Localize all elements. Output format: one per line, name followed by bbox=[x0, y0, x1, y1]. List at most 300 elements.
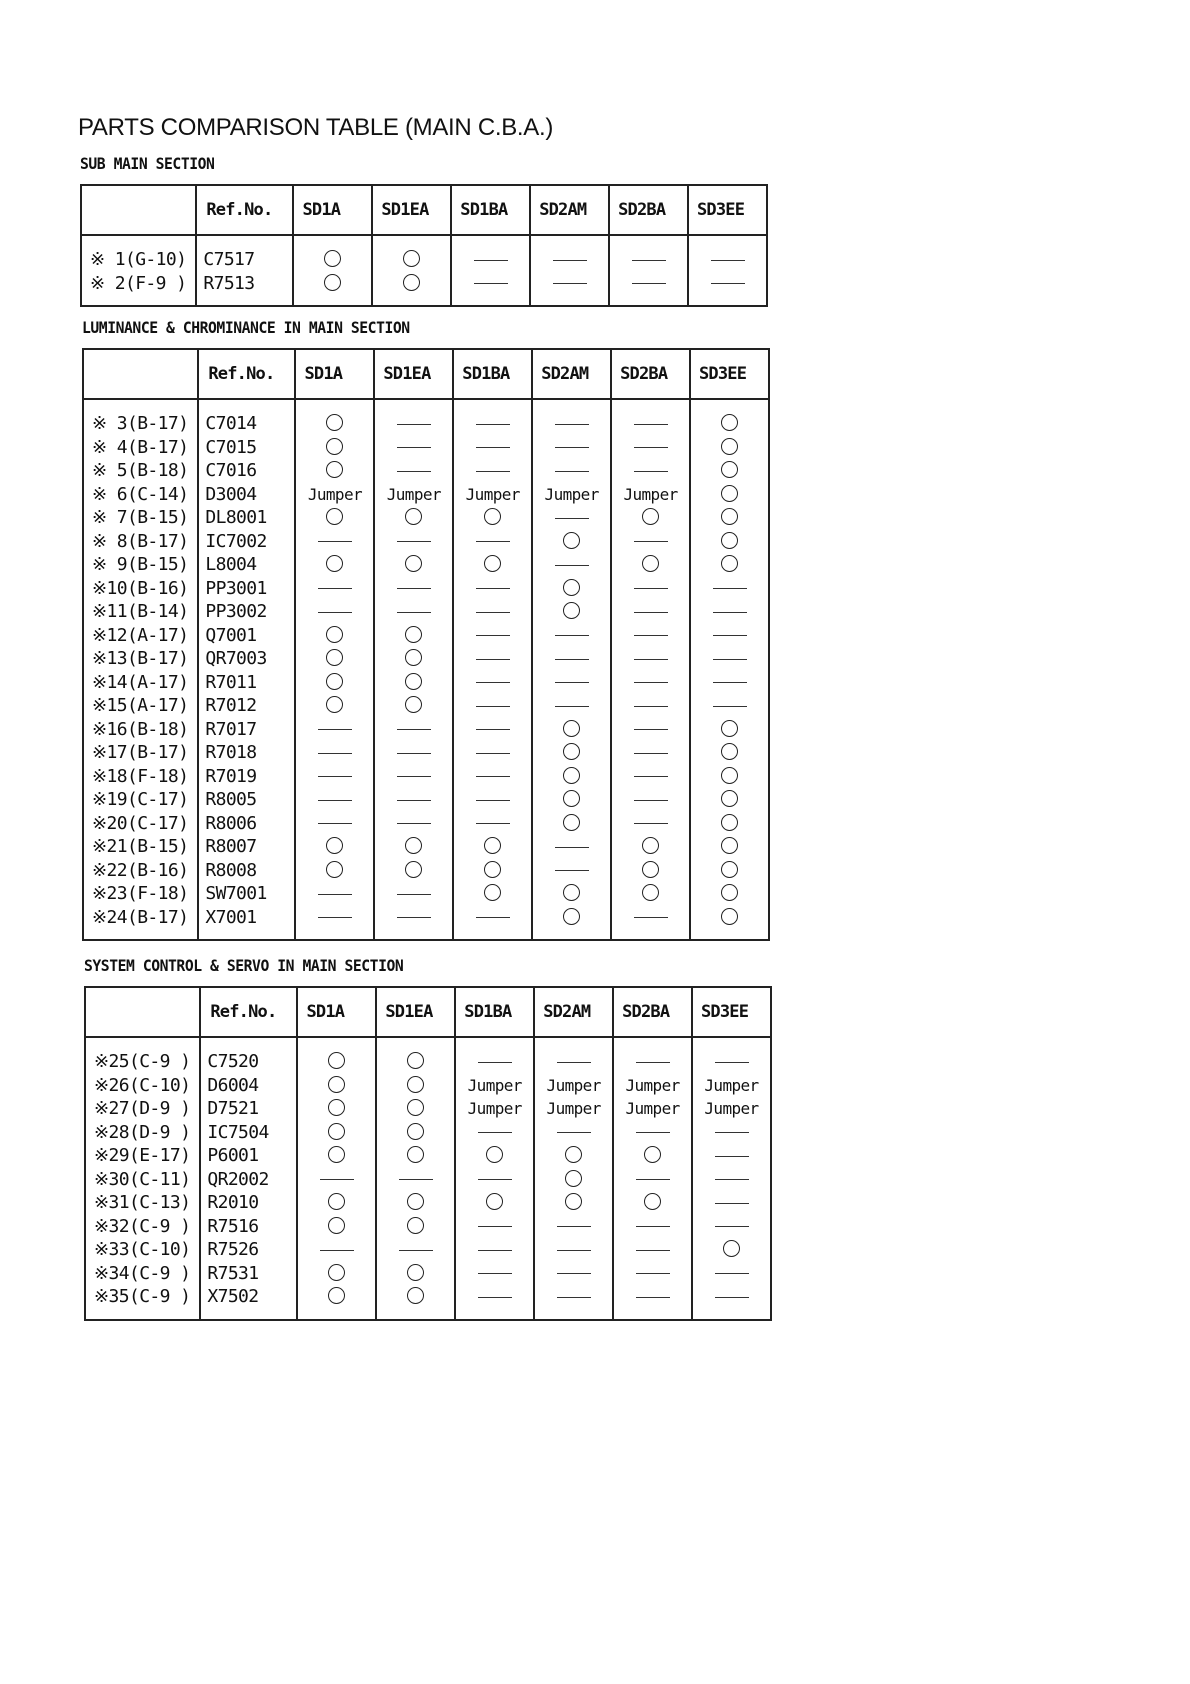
dash-icon bbox=[476, 776, 510, 777]
mark-not-used bbox=[375, 412, 452, 436]
location-cell: ※14(A-17) bbox=[92, 671, 189, 693]
circle-icon bbox=[405, 696, 422, 713]
mark-used bbox=[691, 483, 768, 507]
mark-not-used bbox=[454, 412, 531, 436]
location-column bbox=[83, 399, 198, 940]
mark-text: Jumper bbox=[623, 484, 678, 504]
circle-icon bbox=[405, 508, 422, 525]
mark-used bbox=[691, 718, 768, 742]
location-cell: ※19(C-17) bbox=[92, 789, 189, 810]
mark-not-used bbox=[533, 671, 610, 695]
model-column-sd1ba bbox=[451, 235, 530, 306]
mark-used bbox=[373, 248, 450, 272]
dash-icon bbox=[476, 682, 510, 683]
dash-icon bbox=[636, 1273, 670, 1274]
circle-icon bbox=[328, 1193, 345, 1210]
circle-icon bbox=[486, 1193, 503, 1210]
ref-no-cell: D6004 bbox=[207, 1074, 259, 1096]
ref-no-cell: R8008 bbox=[205, 859, 257, 881]
mark-not-used bbox=[614, 1121, 691, 1145]
mark-used bbox=[377, 1121, 454, 1145]
mark-not-used bbox=[456, 1121, 533, 1145]
circle-icon bbox=[644, 1146, 661, 1163]
mark-text: Jumper bbox=[307, 484, 363, 504]
dash-icon bbox=[711, 283, 745, 284]
circle-icon bbox=[407, 1287, 424, 1304]
dash-icon bbox=[476, 823, 510, 824]
circle-icon bbox=[405, 861, 422, 878]
dash-icon bbox=[634, 800, 668, 801]
model-column-sd1ea bbox=[374, 399, 453, 940]
dash-icon bbox=[320, 1250, 354, 1251]
dash-icon bbox=[634, 823, 668, 824]
mark-not-used bbox=[454, 647, 531, 671]
mark-used bbox=[535, 1144, 612, 1168]
mark-used bbox=[373, 272, 450, 296]
mark-not-used bbox=[614, 1238, 691, 1262]
mark-used bbox=[691, 906, 768, 930]
circle-icon bbox=[326, 837, 343, 854]
dash-icon bbox=[397, 447, 431, 448]
mark-not-used bbox=[452, 248, 529, 272]
dash-icon bbox=[397, 823, 431, 824]
dash-icon bbox=[476, 706, 510, 707]
mark-used bbox=[296, 624, 373, 648]
circle-icon bbox=[563, 743, 580, 760]
circle-icon bbox=[328, 1076, 345, 1093]
parts-table-sub-main bbox=[80, 184, 768, 307]
location-cell: ※ 2(F-9 ) bbox=[90, 272, 187, 294]
mark-not-used bbox=[454, 671, 531, 695]
dash-icon bbox=[715, 1156, 749, 1157]
dash-icon bbox=[318, 729, 352, 730]
dash-icon bbox=[636, 1132, 670, 1133]
mark-text: Jumper bbox=[625, 1099, 680, 1118]
ref-no-column bbox=[198, 399, 295, 940]
dash-icon bbox=[555, 847, 589, 848]
parts-table-system-control bbox=[84, 986, 772, 1321]
dash-icon bbox=[713, 588, 747, 589]
mark-not-used bbox=[689, 248, 766, 272]
circle-icon bbox=[721, 414, 738, 431]
ref-no-cell: R7012 bbox=[205, 695, 257, 716]
mark-used bbox=[377, 1262, 454, 1286]
circle-icon bbox=[721, 532, 738, 549]
mark-used bbox=[375, 624, 452, 648]
mark-not-used bbox=[533, 436, 610, 460]
mark-used bbox=[533, 600, 610, 624]
page-title: PARTS COMPARISON TABLE (MAIN C.B.A.) bbox=[78, 114, 554, 141]
mark-used bbox=[377, 1215, 454, 1239]
circle-icon bbox=[721, 790, 738, 807]
mark-not-used bbox=[296, 788, 373, 812]
mark-not-used bbox=[535, 1050, 612, 1074]
dash-icon bbox=[553, 260, 587, 261]
header-model-sd3ee: SD3EE bbox=[688, 185, 767, 235]
mark-used bbox=[454, 835, 531, 859]
mark-not-used bbox=[612, 788, 689, 812]
mark-not-used bbox=[693, 1121, 770, 1145]
header-model-sd3ee: SD3EE bbox=[690, 349, 769, 399]
header-model-sd2ba: SD2BA bbox=[611, 349, 690, 399]
location-cell: ※13(B-17) bbox=[92, 648, 189, 669]
mark-used bbox=[691, 741, 768, 765]
mark-not-used bbox=[533, 694, 610, 718]
circle-icon bbox=[407, 1076, 424, 1093]
mark-used bbox=[298, 1285, 375, 1309]
dash-icon bbox=[634, 917, 668, 918]
dash-icon bbox=[476, 424, 510, 425]
dash-icon bbox=[557, 1062, 591, 1063]
ref-no-cell: PP3001 bbox=[205, 577, 267, 599]
mark-not-used bbox=[614, 1285, 691, 1309]
mark-used bbox=[298, 1215, 375, 1239]
mark-not-used bbox=[454, 600, 531, 624]
mark-used bbox=[533, 765, 610, 789]
dash-icon bbox=[634, 471, 668, 472]
location-cell: ※24(B-17) bbox=[92, 906, 189, 928]
circle-icon bbox=[326, 626, 343, 643]
ref-no-cell: R8005 bbox=[205, 789, 257, 810]
mark-used bbox=[375, 553, 452, 577]
location-cell: ※25(C-9 ) bbox=[94, 1051, 191, 1072]
circle-icon bbox=[721, 908, 738, 925]
dash-icon bbox=[632, 260, 666, 261]
circle-icon bbox=[721, 508, 738, 525]
dash-icon bbox=[397, 541, 431, 542]
circle-icon bbox=[721, 837, 738, 854]
mark-used bbox=[377, 1097, 454, 1121]
dash-icon bbox=[634, 541, 668, 542]
dash-icon bbox=[634, 753, 668, 754]
mark-not-used bbox=[693, 1191, 770, 1215]
dash-icon bbox=[713, 682, 747, 683]
mark-used bbox=[296, 835, 373, 859]
circle-icon bbox=[405, 626, 422, 643]
location-cell: ※15(A-17) bbox=[92, 695, 189, 716]
circle-icon bbox=[563, 602, 580, 619]
mark-used bbox=[298, 1121, 375, 1145]
circle-icon bbox=[721, 814, 738, 831]
header-model-sd1a: SD1A bbox=[295, 349, 374, 399]
circle-icon bbox=[721, 720, 738, 737]
circle-icon bbox=[328, 1123, 345, 1140]
mark-used bbox=[298, 1074, 375, 1098]
mark-used bbox=[691, 506, 768, 530]
mark-not-used bbox=[612, 436, 689, 460]
ref-no-cell: C7517 bbox=[203, 249, 255, 270]
circle-icon bbox=[326, 696, 343, 713]
ref-no-cell: R2010 bbox=[207, 1192, 259, 1213]
location-column bbox=[81, 235, 196, 306]
dash-icon bbox=[478, 1062, 512, 1063]
ref-no-cell: R7513 bbox=[203, 272, 255, 294]
circle-icon bbox=[324, 274, 341, 291]
model-column-sd2ba bbox=[613, 1037, 692, 1320]
dash-icon bbox=[636, 1179, 670, 1180]
header-ref-no: Ref.No. bbox=[198, 349, 295, 399]
dash-icon bbox=[476, 729, 510, 730]
circle-icon bbox=[723, 1240, 740, 1257]
dash-icon bbox=[634, 635, 668, 636]
dash-icon bbox=[476, 659, 510, 660]
location-cell: ※10(B-16) bbox=[92, 577, 189, 599]
dash-icon bbox=[555, 565, 589, 566]
header-model-sd2am: SD2AM bbox=[534, 987, 613, 1037]
circle-icon bbox=[565, 1170, 582, 1187]
mark-not-used bbox=[610, 272, 687, 296]
mark-used bbox=[375, 671, 452, 695]
mark-used bbox=[691, 835, 768, 859]
circle-icon bbox=[326, 508, 343, 525]
mark-not-used bbox=[535, 1215, 612, 1239]
ref-no-cell: DL8001 bbox=[205, 507, 267, 528]
ref-no-cell: D7521 bbox=[207, 1098, 259, 1119]
mark-not-used bbox=[296, 812, 373, 836]
circle-icon bbox=[721, 767, 738, 784]
circle-icon bbox=[484, 861, 501, 878]
dash-icon bbox=[634, 659, 668, 660]
location-cell: ※35(C-9 ) bbox=[94, 1286, 191, 1307]
ref-no-cell: C7016 bbox=[205, 460, 257, 481]
ref-no-cell: IC7504 bbox=[207, 1121, 269, 1143]
dash-icon bbox=[555, 659, 589, 660]
mark-used bbox=[294, 248, 371, 272]
mark-not-used bbox=[612, 459, 689, 483]
mark-not-used bbox=[614, 1050, 691, 1074]
location-cell: ※ 1(G-10) bbox=[90, 249, 187, 270]
model-column-sd1ea bbox=[376, 1037, 455, 1320]
circle-icon bbox=[484, 837, 501, 854]
mark-not-used bbox=[454, 906, 531, 930]
mark-used bbox=[533, 906, 610, 930]
dash-icon bbox=[318, 588, 352, 589]
dash-icon bbox=[715, 1179, 749, 1180]
mark-used bbox=[377, 1050, 454, 1074]
dash-icon bbox=[397, 471, 431, 472]
mark-used bbox=[456, 1191, 533, 1215]
header-model-sd1ba: SD1BA bbox=[455, 987, 534, 1037]
mark-used bbox=[533, 882, 610, 906]
mark-not-used bbox=[296, 600, 373, 624]
mark-not-used bbox=[693, 1168, 770, 1192]
mark-not-used bbox=[612, 624, 689, 648]
circle-icon bbox=[563, 908, 580, 925]
circle-icon bbox=[328, 1287, 345, 1304]
dash-icon bbox=[634, 776, 668, 777]
dash-icon bbox=[634, 588, 668, 589]
mark-not-used bbox=[375, 788, 452, 812]
model-column-sd2am bbox=[530, 235, 609, 306]
table-body-row bbox=[83, 399, 769, 940]
location-cell: ※ 6(C-14) bbox=[92, 483, 189, 505]
dash-icon bbox=[557, 1226, 591, 1227]
circle-icon bbox=[721, 861, 738, 878]
mark-used bbox=[691, 882, 768, 906]
circle-icon bbox=[484, 508, 501, 525]
location-cell: ※20(C-17) bbox=[92, 812, 189, 834]
header-model-sd1ba: SD1BA bbox=[451, 185, 530, 235]
mark-not-used bbox=[533, 859, 610, 883]
mark-used bbox=[377, 1144, 454, 1168]
ref-no-cell: R8007 bbox=[205, 836, 257, 857]
mark-used bbox=[691, 812, 768, 836]
circle-icon bbox=[642, 508, 659, 525]
location-cell: ※ 3(B-17) bbox=[92, 413, 189, 434]
circle-icon bbox=[326, 438, 343, 455]
mark-used bbox=[612, 553, 689, 577]
mark-used bbox=[375, 694, 452, 718]
mark-text: Jumper bbox=[465, 484, 520, 504]
mark-not-used bbox=[533, 412, 610, 436]
mark-not-used bbox=[456, 1050, 533, 1074]
mark-not-used bbox=[375, 741, 452, 765]
mark-used bbox=[533, 530, 610, 554]
header-row bbox=[81, 185, 767, 235]
ref-no-cell: QR7003 bbox=[205, 648, 267, 669]
mark-not-used bbox=[296, 577, 373, 601]
dash-icon bbox=[397, 729, 431, 730]
ref-no-cell: C7014 bbox=[205, 413, 257, 434]
circle-icon bbox=[563, 884, 580, 901]
mark-used bbox=[298, 1191, 375, 1215]
dash-icon bbox=[713, 612, 747, 613]
mark-not-used bbox=[612, 906, 689, 930]
circle-icon bbox=[326, 461, 343, 478]
mark-text: Jumper bbox=[467, 1075, 522, 1095]
dash-icon bbox=[715, 1062, 749, 1063]
mark-used bbox=[691, 859, 768, 883]
ref-no-cell: QR2002 bbox=[207, 1168, 269, 1190]
model-column-sd2ba bbox=[611, 399, 690, 940]
location-cell: ※12(A-17) bbox=[92, 624, 189, 646]
dash-icon bbox=[555, 424, 589, 425]
mark-not-used bbox=[298, 1168, 375, 1192]
ref-no-cell: C7520 bbox=[207, 1051, 259, 1072]
mark-used bbox=[691, 765, 768, 789]
mark-not-used bbox=[612, 530, 689, 554]
ref-no-cell: Q7001 bbox=[205, 624, 257, 646]
dash-icon bbox=[715, 1273, 749, 1274]
model-column-sd3ee bbox=[692, 1037, 771, 1320]
mark-not-used bbox=[454, 436, 531, 460]
mark-not-used bbox=[375, 765, 452, 789]
ref-no-cell: R7011 bbox=[205, 671, 257, 693]
header-blank bbox=[81, 185, 196, 235]
mark-not-used bbox=[531, 248, 608, 272]
dash-icon bbox=[634, 706, 668, 707]
mark-not-used bbox=[375, 600, 452, 624]
mark-used bbox=[693, 1238, 770, 1262]
mark-used bbox=[691, 530, 768, 554]
circle-icon bbox=[328, 1099, 345, 1116]
dash-icon bbox=[476, 447, 510, 448]
mark-used bbox=[298, 1144, 375, 1168]
mark-used bbox=[296, 553, 373, 577]
dash-icon bbox=[555, 518, 589, 519]
mark-not-used bbox=[612, 765, 689, 789]
dash-icon bbox=[476, 588, 510, 589]
dash-icon bbox=[555, 706, 589, 707]
dash-icon bbox=[634, 729, 668, 730]
circle-icon bbox=[484, 884, 501, 901]
circle-icon bbox=[644, 1193, 661, 1210]
dash-icon bbox=[478, 1132, 512, 1133]
mark-not-used bbox=[454, 530, 531, 554]
mark-not-used bbox=[456, 1215, 533, 1239]
mark-text: Jumper bbox=[625, 1075, 680, 1095]
mark-used bbox=[296, 506, 373, 530]
location-cell: ※33(C-10) bbox=[94, 1239, 191, 1260]
model-column-sd2am bbox=[532, 399, 611, 940]
location-cell: ※30(C-11) bbox=[94, 1168, 191, 1190]
header-model-sd3ee: SD3EE bbox=[692, 987, 771, 1037]
dash-icon bbox=[634, 612, 668, 613]
mark-not-used bbox=[296, 741, 373, 765]
ref-no-cell: R7516 bbox=[207, 1215, 259, 1237]
mark-used bbox=[377, 1074, 454, 1098]
mark-not-used bbox=[454, 765, 531, 789]
dash-icon bbox=[634, 682, 668, 683]
mark-used bbox=[691, 436, 768, 460]
mark-not-used bbox=[612, 412, 689, 436]
circle-icon bbox=[563, 579, 580, 596]
circle-icon bbox=[407, 1052, 424, 1069]
header-model-sd2am: SD2AM bbox=[530, 185, 609, 235]
dash-icon bbox=[476, 541, 510, 542]
mark-used bbox=[612, 835, 689, 859]
mark-not-used bbox=[454, 459, 531, 483]
circle-icon bbox=[642, 837, 659, 854]
dash-icon bbox=[318, 917, 352, 918]
circle-icon bbox=[407, 1099, 424, 1116]
dash-icon bbox=[397, 800, 431, 801]
dash-icon bbox=[557, 1132, 591, 1133]
dash-icon bbox=[555, 635, 589, 636]
circle-icon bbox=[721, 461, 738, 478]
dash-icon bbox=[636, 1297, 670, 1298]
mark-used bbox=[691, 788, 768, 812]
dash-icon bbox=[397, 753, 431, 754]
mark-not-used bbox=[375, 436, 452, 460]
dash-icon bbox=[318, 800, 352, 801]
mark-not-used bbox=[693, 1050, 770, 1074]
dash-icon bbox=[476, 471, 510, 472]
circle-icon bbox=[328, 1146, 345, 1163]
mark-used bbox=[533, 788, 610, 812]
mark-not-used bbox=[535, 1238, 612, 1262]
circle-icon bbox=[642, 555, 659, 572]
location-cell: ※ 7(B-15) bbox=[92, 507, 189, 528]
header-blank bbox=[83, 349, 198, 399]
dash-icon bbox=[557, 1297, 591, 1298]
circle-icon bbox=[328, 1264, 345, 1281]
mark-used bbox=[377, 1285, 454, 1309]
dash-icon bbox=[476, 917, 510, 918]
model-column-sd1a bbox=[297, 1037, 376, 1320]
ref-no-column bbox=[200, 1037, 297, 1320]
mark-not-used bbox=[531, 272, 608, 296]
location-cell: ※23(F-18) bbox=[92, 883, 189, 904]
dash-icon bbox=[478, 1250, 512, 1251]
dash-icon bbox=[476, 635, 510, 636]
circle-icon bbox=[407, 1193, 424, 1210]
mark-used bbox=[533, 718, 610, 742]
mark-not-used bbox=[691, 647, 768, 671]
ref-no-column bbox=[196, 235, 293, 306]
mark-not-used bbox=[691, 600, 768, 624]
mark-not-used bbox=[375, 577, 452, 601]
